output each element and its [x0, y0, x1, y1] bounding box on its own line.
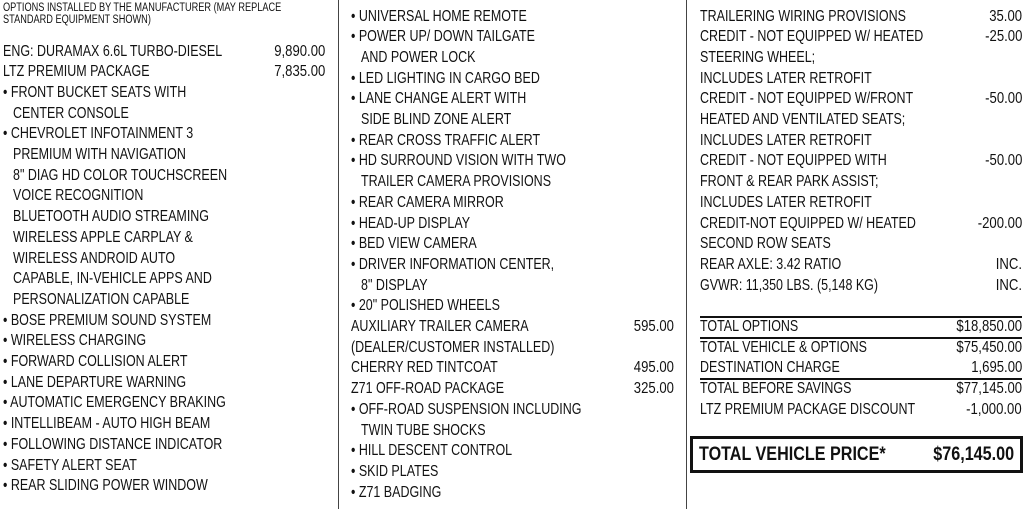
line-item-price: INC. [995, 255, 1022, 273]
line-item-label: • REAR SLIDING POWER WINDOW [3, 477, 208, 495]
line-item [700, 48, 1022, 69]
summary-rule [700, 337, 1022, 339]
line-item [351, 421, 674, 442]
line-item [700, 234, 1022, 255]
line-item-label: • OFF-ROAD SUSPENSION INCLUDING [351, 400, 582, 418]
line-item-label: • UNIVERSAL HOME REMOTE [351, 7, 527, 25]
line-item [3, 207, 325, 228]
line-item-label: INCLUDES LATER RETROFIT [700, 193, 872, 211]
total-price-value: $76,145.00 [933, 444, 1014, 465]
line-item-label: • FOLLOWING DISTANCE INDICATOR [3, 435, 223, 453]
summary-rule [700, 378, 1022, 380]
line-item [351, 379, 674, 400]
line-item-price: 325.00 [633, 380, 674, 398]
line-item-label: • LANE DEPARTURE WARNING [3, 373, 187, 391]
line-item-price: -1,000.00 [966, 400, 1022, 418]
line-item-label: ENG: DURAMAX 6.6L TURBO-DIESEL [3, 42, 223, 60]
line-item [3, 393, 325, 414]
total-price-label: TOTAL VEHICLE PRICE* [699, 444, 886, 465]
line-item [351, 131, 674, 152]
line-item-label: • REAR CAMERA MIRROR [351, 193, 504, 211]
line-item-label: Z71 OFF-ROAD PACKAGE [351, 380, 505, 398]
line-item [351, 7, 674, 28]
line-item [351, 441, 674, 462]
line-item-label: PERSONALIZATION CAPABLE [13, 290, 190, 308]
line-item [3, 228, 325, 249]
line-item [351, 400, 674, 421]
line-item-label: TWIN TUBE SHOCKS [361, 421, 486, 439]
line-item-label: TRAILERING WIRING PROVISIONS [700, 7, 906, 25]
line-item [3, 331, 325, 352]
line-item-label: LTZ PREMIUM PACKAGE DISCOUNT [700, 400, 916, 418]
line-item [351, 338, 674, 359]
line-item [3, 166, 325, 187]
line-item-price: -50.00 [984, 90, 1022, 108]
line-item-label: INCLUDES LATER RETROFIT [700, 69, 872, 87]
line-item [351, 69, 674, 90]
summary-row [700, 379, 1022, 400]
line-item-price: $77,145.00 [956, 380, 1022, 398]
line-item [3, 249, 325, 270]
line-item [700, 214, 1022, 235]
line-item [700, 7, 1022, 28]
line-item [351, 172, 674, 193]
line-item-label: • FORWARD COLLISION ALERT [3, 353, 188, 370]
line-item-label: • POWER UP/ DOWN TAILGATE [351, 28, 535, 46]
line-item-label: TRAILER CAMERA PROVISIONS [361, 173, 552, 191]
line-item [3, 311, 325, 332]
line-item-label: AND POWER LOCK [361, 48, 476, 66]
summary-row [700, 400, 1022, 421]
line-item [351, 276, 674, 297]
line-item [351, 255, 674, 276]
line-item [351, 483, 674, 504]
line-item [700, 151, 1022, 172]
line-item-label: (DEALER/CUSTOMER INSTALLED) [351, 338, 555, 356]
line-item [700, 276, 1022, 297]
line-item-label: • WIRELESS CHARGING [3, 332, 147, 350]
line-item-label: • HEAD-UP DISPLAY [351, 214, 471, 232]
line-item-price: INC. [995, 276, 1022, 294]
line-item-label: VOICE RECOGNITION [13, 187, 144, 205]
line-item [3, 476, 325, 497]
line-item [700, 110, 1022, 131]
line-item [3, 269, 325, 290]
line-item-label: HEATED AND VENTILATED SEATS; [700, 111, 906, 128]
line-item-label: TOTAL VEHICLE & OPTIONS [700, 338, 867, 356]
line-item [351, 317, 674, 338]
line-item-price: 35.00 [989, 7, 1022, 25]
line-item-price: 1,695.00 [970, 359, 1022, 377]
line-item [3, 373, 325, 394]
line-item-label: PREMIUM WITH NAVIGATION [13, 146, 186, 163]
line-item-label: • DRIVER INFORMATION CENTER, [351, 255, 555, 273]
line-item-label: TOTAL OPTIONS [700, 318, 799, 335]
line-item [700, 172, 1022, 193]
line-item-label: WIRELESS ANDROID AUTO [13, 249, 176, 267]
line-item [3, 62, 325, 83]
line-item [3, 186, 325, 207]
line-item-label: • LANE CHANGE ALERT WITH [351, 90, 527, 108]
line-item [3, 145, 325, 166]
line-item-price: 595.00 [633, 318, 674, 335]
line-item-price: 495.00 [633, 359, 674, 377]
line-item-label: FRONT & REAR PARK ASSIST; [700, 173, 879, 191]
line-item [351, 27, 674, 48]
line-item [351, 48, 674, 69]
line-item-label: REAR AXLE: 3.42 RATIO [700, 255, 842, 273]
line-item-price: $75,450.00 [956, 338, 1022, 356]
section-header-line-2: STANDARD EQUIPMENT SHOWN) [3, 14, 151, 26]
line-item [3, 435, 325, 456]
line-item [351, 110, 674, 131]
line-item-price: -50.00 [984, 152, 1022, 170]
line-item-label: DESTINATION CHARGE [700, 359, 840, 377]
line-item-label: AUXILIARY TRAILER CAMERA [351, 318, 529, 335]
line-item-price: 7,835.00 [273, 63, 325, 81]
line-item [3, 352, 325, 373]
line-item-label: • HILL DESCENT CONTROL [351, 442, 513, 460]
line-item-label: 8" DISPLAY [361, 276, 428, 294]
section-header-line-1: OPTIONS INSTALLED BY THE MANUFACTURER (MAY REPLACE [3, 2, 282, 14]
line-item [351, 193, 674, 214]
line-item [351, 89, 674, 110]
line-item-label: BLUETOOTH AUDIO STREAMING [13, 208, 210, 226]
line-item [3, 124, 325, 145]
line-item-price: $18,850.00 [956, 318, 1022, 335]
line-item-label: LTZ PREMIUM PACKAGE [3, 63, 150, 81]
line-item-label: CAPABLE, IN-VEHICLE APPS AND [13, 270, 212, 288]
line-item [351, 151, 674, 172]
line-item-label: • AUTOMATIC EMERGENCY BRAKING [3, 394, 226, 412]
line-item-label: CREDIT-NOT EQUIPPED W/ HEATED [700, 214, 916, 232]
line-item-label: • REAR CROSS TRAFFIC ALERT [351, 131, 541, 149]
line-item [3, 414, 325, 435]
summary-row [700, 338, 1022, 359]
line-item-label: GVWR: 11,350 LBS. (5,148 KG) [700, 276, 879, 294]
line-item-label: • 20" POLISHED WHEELS [351, 297, 500, 315]
line-item-label: SECOND ROW SEATS [700, 235, 831, 253]
line-item-label: INCLUDES LATER RETROFIT [700, 131, 872, 149]
line-item [351, 462, 674, 483]
column-divider [686, 0, 687, 509]
line-item [700, 131, 1022, 152]
line-item [351, 358, 674, 379]
line-item [3, 83, 325, 104]
line-item-label: • LED LIGHTING IN CARGO BED [351, 69, 540, 87]
summary-row [700, 317, 1022, 338]
line-item [351, 234, 674, 255]
options-column-3 [700, 0, 1022, 509]
summary-row [700, 358, 1022, 379]
line-item [351, 214, 674, 235]
line-item [700, 193, 1022, 214]
line-item-label: SIDE BLIND ZONE ALERT [361, 111, 512, 128]
line-item [700, 255, 1022, 276]
line-item-label: CREDIT - NOT EQUIPPED WITH [700, 152, 887, 170]
line-item-label: TOTAL BEFORE SAVINGS [700, 380, 852, 398]
line-item-label: • SAFETY ALERT SEAT [3, 456, 137, 474]
line-item-label: CHERRY RED TINTCOAT [351, 359, 498, 377]
line-item-label: WIRELESS APPLE CARPLAY & [13, 228, 193, 246]
line-item-label: • INTELLIBEAM - AUTO HIGH BEAM [3, 415, 211, 433]
total-vehicle-price-box [690, 436, 1023, 473]
line-item-price: -200.00 [977, 214, 1022, 232]
line-item-label: • BED VIEW CAMERA [351, 235, 477, 253]
line-item [700, 89, 1022, 110]
line-item [3, 456, 325, 477]
line-item [3, 42, 325, 63]
line-item [351, 296, 674, 317]
line-item [700, 27, 1022, 48]
line-item [3, 290, 325, 311]
line-item-price: -25.00 [984, 28, 1022, 46]
summary-rule-top [700, 316, 1022, 318]
line-item [700, 69, 1022, 90]
line-item-label: CREDIT - NOT EQUIPPED W/ HEATED [700, 28, 924, 46]
line-item-label: • HD SURROUND VISION WITH TWO [351, 152, 566, 170]
line-item-label: • FRONT BUCKET SEATS WITH [3, 83, 187, 101]
line-item-price: 9,890.00 [273, 42, 325, 60]
options-column-2 [351, 0, 674, 509]
line-item-label: • Z71 BADGING [351, 483, 442, 501]
line-item-label: STEERING WHEEL; [700, 48, 816, 66]
line-item-label: • CHEVROLET INFOTAINMENT 3 [3, 125, 194, 143]
column-divider [338, 0, 339, 509]
line-item [3, 104, 325, 125]
line-item-label: 8" DIAG HD COLOR TOUCHSCREEN [13, 166, 228, 184]
line-item-label: • SKID PLATES [351, 462, 439, 480]
line-item-label: CREDIT - NOT EQUIPPED W/FRONT [700, 90, 914, 108]
line-item-label: • BOSE PREMIUM SOUND SYSTEM [3, 311, 212, 329]
line-item-label: CENTER CONSOLE [13, 104, 129, 122]
options-column-1 [3, 0, 325, 509]
